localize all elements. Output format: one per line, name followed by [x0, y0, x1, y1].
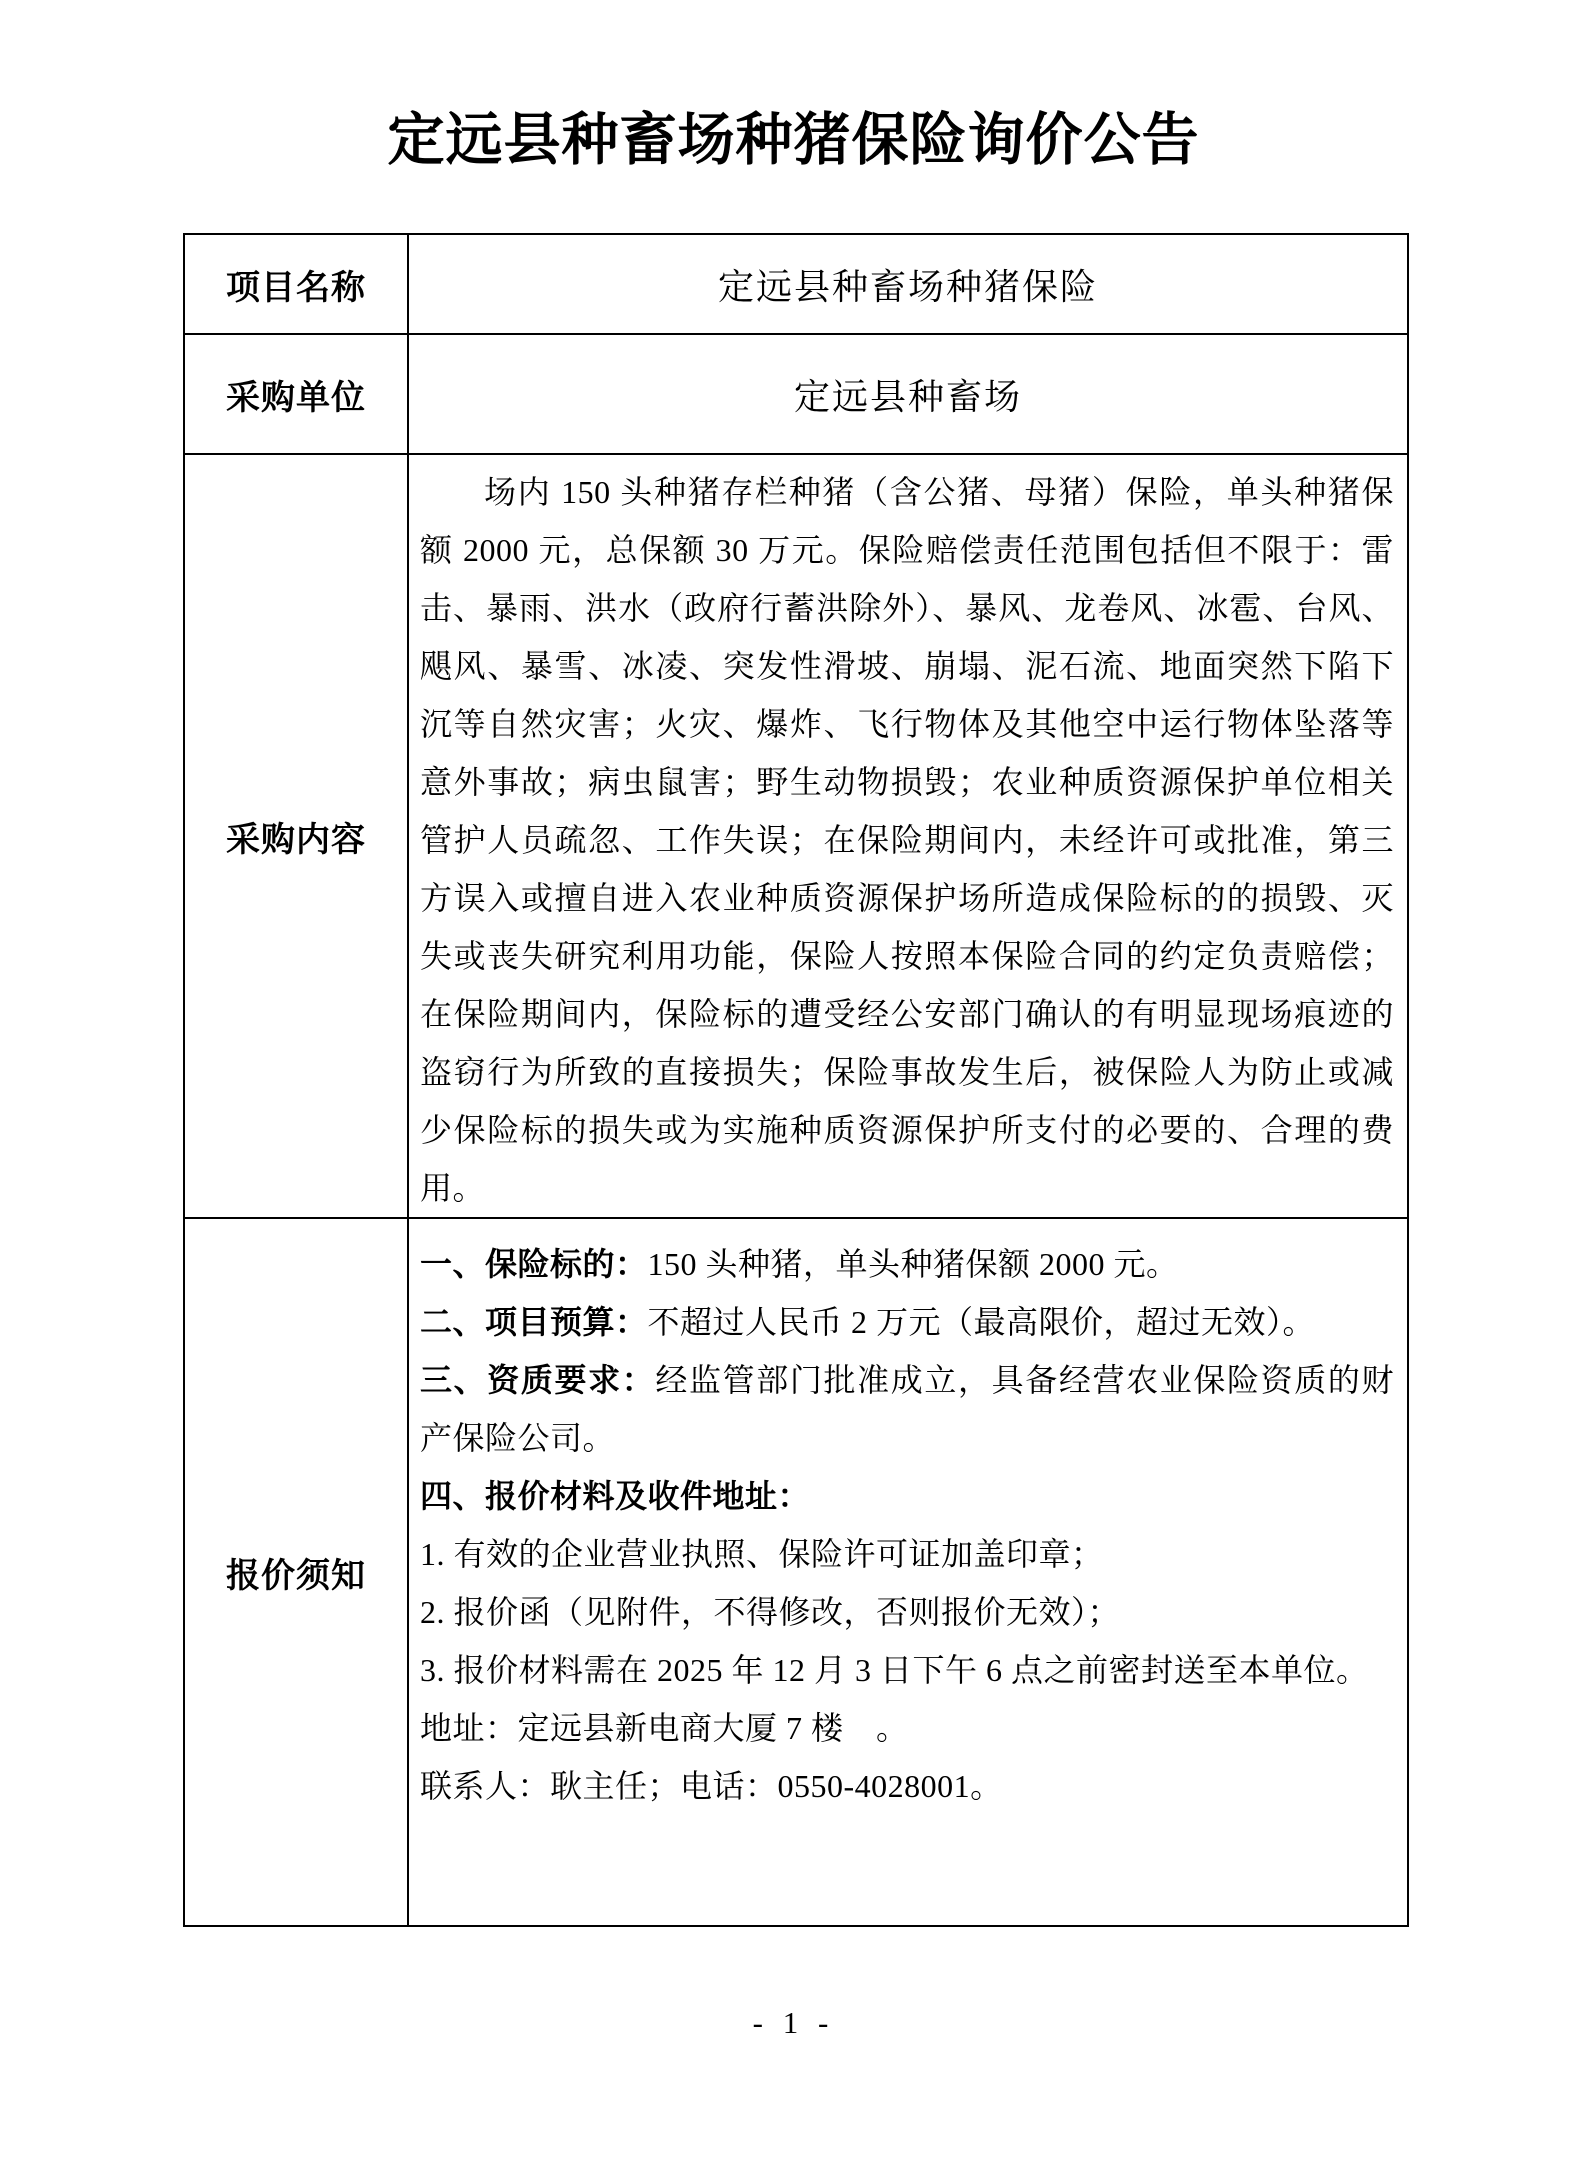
notice-item-text: 1. 有效的企业营业执照、保险许可证加盖印章； — [420, 1536, 1104, 1572]
page-number: - 1 - — [752, 2005, 835, 2040]
project-name-value: 定远县种畜场种猪保险 — [408, 234, 1408, 334]
quotation-notes-cell — [408, 1218, 1408, 1926]
notice-item-lead: 一、保险标的： — [420, 1246, 648, 1282]
notice-item-budget — [420, 1293, 1394, 1351]
notice-item-text: 联系人：耿主任；电话：0550-4028001。 — [420, 1768, 1003, 1804]
notice-item-materials-heading — [420, 1467, 1394, 1525]
purchasing-unit-label: 采购单位 — [184, 334, 408, 454]
notice-item-text: 经监管部门批准成立，具备经营农业保险资质的财产保险公司。 — [420, 1362, 1394, 1456]
notice-item-deadline — [420, 1641, 1394, 1699]
table-row-purchasing-unit — [184, 334, 1408, 454]
page-title: 定远县种畜场种猪保险询价公告 — [387, 108, 1200, 172]
project-name-label: 项目名称 — [184, 234, 408, 334]
purchase-content-label: 采购内容 — [184, 454, 408, 1218]
quotation-notes-label: 报价须知 — [184, 1218, 408, 1926]
notice-item-qualification — [420, 1351, 1394, 1467]
notice-item-lead: 三、资质要求： — [420, 1362, 656, 1398]
notice-item-text: 2. 报价函（见附件，不得修改，否则报价无效）； — [420, 1594, 1121, 1630]
notice-item-text: 3. 报价材料需在 2025 年 12 月 3 日下午 6 点之前密封送至本单位。 — [420, 1652, 1369, 1688]
notice-item-text: 不超过人民币 2 万元（最高限价，超过无效）。 — [647, 1304, 1316, 1340]
table-row-purchase-content — [184, 454, 1408, 1218]
purchase-content-cell — [408, 454, 1408, 1218]
purchase-content-text: 场内 150 头种猪存栏种猪（含公猪、母猪）保险，单头种猪保额 2000 元，总保额 30 万元。保险赔偿责任范围包括但不限于：雷击、暴雨、洪水（政府行蓄洪除外）、暴风、龙卷风、冰雹、台风、飓风、暴雪、冰凌、突发性滑坡、崩塌、泥石流、地面突然下陷下沉等自然灾害；火灾、爆炸、飞行物体及其他空中运行物体坠落等意外事故；病虫鼠害；野生动物损毁；农业种质资源保护单位相关管护人员疏忽、工作失误；在保险期间内，未经许可或批准，第三方误入或擅自进入农业种质资源保护场所造成保险标的的损毁、灭失或丧失研究利用功能，保险人按照本保险合同的约定负责赔偿；在保险期间内，保险标的遭受经公安部门确认的有明显现场痕迹的盗窃行为所致的直接损失；保险事故发生后，被保险人为防止或减少保险标的损失或为实施种质资源保护所支付的必要的、合理的费用。 — [420, 474, 1394, 1206]
notice-item-text: 地址：定远县新电商大厦 7 楼 。 — [420, 1710, 909, 1746]
notice-item-insurance-subject — [420, 1235, 1394, 1293]
purchasing-unit-value: 定远县种畜场 — [408, 334, 1408, 454]
notice-item-lead: 四、报价材料及收件地址： — [420, 1478, 811, 1514]
table-row-quotation-notes — [184, 1218, 1408, 1926]
notice-item-address — [420, 1699, 1394, 1757]
notice-item-contact — [420, 1757, 1394, 1815]
announcement-table — [183, 233, 1409, 1927]
table-row-project-name — [184, 234, 1408, 334]
notice-item-lead: 二、项目预算： — [420, 1304, 648, 1340]
notice-item-license — [420, 1525, 1394, 1583]
notice-item-text: 150 头种猪，单头种猪保额 2000 元。 — [647, 1246, 1179, 1282]
notice-item-quotation-letter — [420, 1583, 1394, 1641]
